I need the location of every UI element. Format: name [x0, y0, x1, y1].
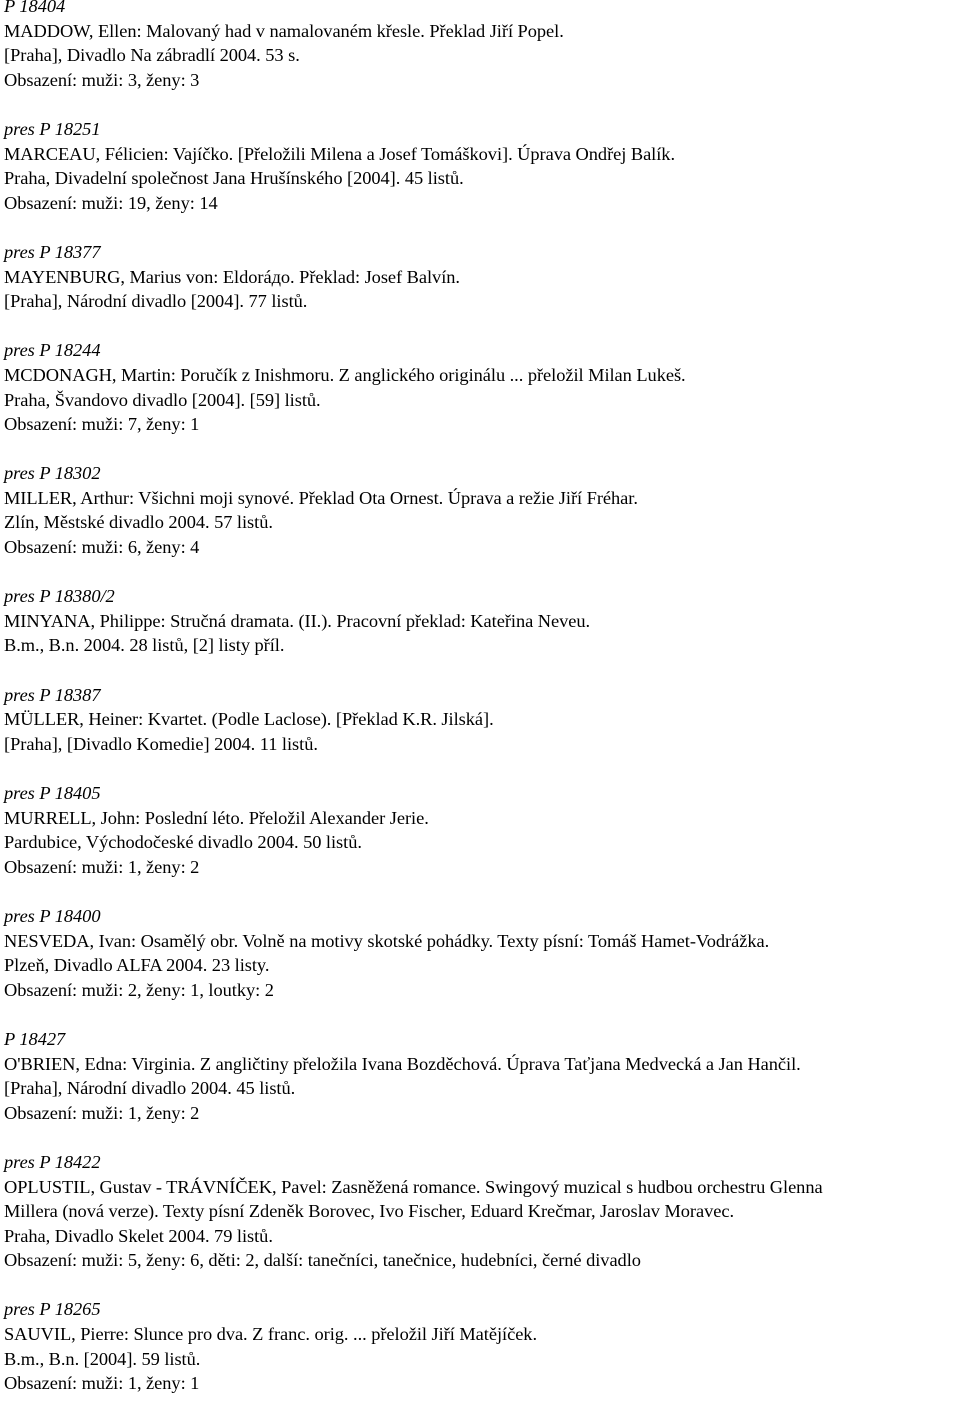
catalog-entry	[4, 338, 960, 436]
entry-title-line: MAYENBURG, Marius von: Eldoráдо. Překlad: Josef Balvín.	[4, 266, 460, 287]
entry-title-line: MILLER, Arthur: Všichni moji synové. Překlad Ota Ornest. Úprava a režie Jiří Fréhar.	[4, 487, 638, 508]
entry-publication-line: Zlín, Městské divadlo 2004. 57 listů.	[4, 512, 273, 533]
catalog-entry	[4, 904, 960, 1002]
entry-title-line: SAUVIL, Pierre: Slunce pro dva. Z franc. orig. ... přeložil Jiří Matějíček.	[4, 1324, 538, 1345]
entry-cast-line: Obsazení: muži: 1, ženy: 2	[4, 1102, 200, 1123]
entry-cast-line: Obsazení: muži: 5, ženy: 6, děti: 2, další: tanečníci, tanečnice, hudebníci, černé divadlo	[4, 1250, 641, 1271]
catalog-entry	[4, 1150, 960, 1273]
catalog-entry	[4, 461, 960, 559]
entry-title-line: O'BRIEN, Edna: Virginia. Z angličtiny přeložila Ivana Bozděchová. Úprava Taťjana Medvecká a Jan Hančil.	[4, 1053, 801, 1074]
entry-cast-line: Obsazení: muži: 1, ženy: 2	[4, 856, 200, 877]
entry-publication-line: B.m., B.n. [2004]. 59 listů.	[4, 1348, 201, 1369]
entry-publication-line: Plzeň, Divadlo ALFA 2004. 23 listy.	[4, 955, 270, 976]
entry-cast-line: Obsazení: muži: 19, ženy: 14	[4, 192, 218, 213]
catalog-entry	[4, 0, 960, 92]
entry-code: pres P 18244	[4, 340, 101, 361]
catalog-entry	[4, 584, 960, 658]
entry-title-line: OPLUSTIL, Gustav - TRÁVNÍČEK, Pavel: Zasněžená romance. Swingový muzical s hudbou orchestru Glenna	[4, 1176, 823, 1197]
entry-code: pres P 18377	[4, 241, 101, 262]
catalog-entry	[4, 781, 960, 879]
entry-title-line: MÜLLER, Heiner: Kvartet. (Podle Laclose). [Překlad K.R. Jilská].	[4, 709, 494, 730]
entry-title-line: MURRELL, John: Poslední léto. Přeložil Alexander Jerie.	[4, 807, 429, 828]
entry-publication-line: Praha, Divadelní společnost Jana Hrušínského [2004]. 45 listů.	[4, 168, 464, 189]
entry-publication-line: Praha, Švandovo divadlo [2004]. [59] listů.	[4, 389, 321, 410]
catalog-document	[4, 0, 960, 1420]
entry-title-line: MADDOW, Ellen: Malovaný had v namalovaném křesle. Překlad Jiří Popel.	[4, 20, 564, 41]
entry-code: pres P 18405	[4, 783, 101, 803]
catalog-entry	[4, 683, 960, 757]
entry-code: pres P 18380/2	[4, 586, 115, 607]
entry-publication-line: [Praha], Divadlo Na zábradlí 2004. 53 s.	[4, 45, 300, 66]
entry-cast-line: Obsazení: muži: 7, ženy: 1	[4, 414, 200, 435]
entry-code: pres P 18387	[4, 684, 101, 705]
entry-cast-line: Obsazení: muži: 6, ženy: 4	[4, 537, 200, 558]
catalog-entry	[4, 240, 960, 314]
entry-code: P 18427	[4, 1028, 66, 1049]
entry-publication-line: [Praha], Národní divadlo 2004. 45 listů.	[4, 1078, 296, 1099]
entry-code: pres P 18265	[4, 1299, 101, 1320]
entry-title-line-continued: Millera (nová verze). Texty písní Zdeněk Borovec, Ivo Fischer, Eduard Krečmar, Jaroslav Moravec.	[4, 1201, 735, 1222]
entry-cast-line: Obsazení: muži: 3, ženy: 3	[4, 69, 200, 90]
entry-code: pres P 18302	[4, 463, 101, 484]
entry-cast-line: Obsazení: muži: 1, ženy: 1	[4, 1373, 200, 1394]
entry-publication-line: Praha, Divadlo Skelet 2004. 79 listů.	[4, 1225, 273, 1246]
entry-publication-line: [Praha], Národní divadlo [2004]. 77 listů.	[4, 291, 308, 312]
entry-publication-line: [Praha], [Divadlo Komedie] 2004. 11 listů.	[4, 733, 318, 754]
catalog-entry	[4, 1027, 960, 1125]
entry-title-line: MARCEAU, Félicien: Vajíčko. [Přeložili Milena a Josef Tomáškovi]. Úprava Ondřej Balík.	[4, 143, 675, 164]
catalog-entry	[4, 117, 960, 215]
entry-code: pres P 18422	[4, 1151, 101, 1172]
entry-code: pres P 18251	[4, 118, 101, 139]
entry-publication-line: Pardubice, Východočeské divadlo 2004. 50 listů.	[4, 832, 362, 853]
entry-code: pres P 18400	[4, 905, 101, 926]
entry-code: P 18404	[4, 0, 66, 16]
entry-publication-line: B.m., B.n. 2004. 28 listů, [2] listy příl.	[4, 635, 285, 656]
catalog-entry	[4, 1297, 960, 1395]
entry-cast-line: Obsazení: muži: 2, ženy: 1, loutky: 2	[4, 979, 274, 1000]
entry-title-line: MINYANA, Philippe: Stručná dramata. (II.). Pracovní překlad: Kateřina Neveu.	[4, 610, 591, 631]
entry-title-line: NESVEDA, Ivan: Osamělý obr. Volně na motivy skotské pohádky. Texty písní: Tomáš Hamet-Vodrážka.	[4, 930, 770, 951]
entry-title-line: MCDONAGH, Martin: Poručík z Inishmoru. Z anglického originálu ... přeložil Milan Lukeš.	[4, 364, 686, 385]
